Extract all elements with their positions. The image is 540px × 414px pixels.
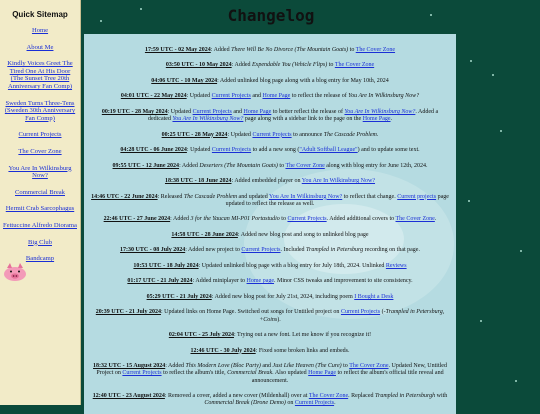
- entry-text: . Minor CSS tweaks and improvement to site consistency.: [274, 278, 413, 285]
- entry-link[interactable]: Current Projects: [192, 108, 232, 115]
- entry-link[interactable]: The Cover Zone: [308, 393, 349, 400]
- entry-timestamp: 22:46 UTC - 27 June 2024: [103, 216, 171, 223]
- entry-timestamp: 04:06 UTC - 10 May 2024: [151, 77, 218, 84]
- entry-timestamp: 14:58 UTC - 28 June 2024: [171, 231, 238, 238]
- entry-text: to reflect the album's official title reveal and announcement.: [251, 370, 444, 384]
- entry-title-italic: You Are In Wilkinsburg Now?: [348, 93, 420, 100]
- entry-title-italic: 3 for the Yaucan MI-P01 Portastudio: [190, 216, 280, 223]
- entry-text: : Added new project to: [185, 247, 242, 254]
- entry-link[interactable]: The Cover Zone: [285, 162, 325, 169]
- sidebar-link-fettuccine-alfredo-diorama[interactable]: Fettuccine Alfredo Diorama: [3, 221, 77, 229]
- changelog-entry: [90, 294, 450, 301]
- entry-timestamp: 18:38 UTC - 18 June 2024: [164, 178, 232, 185]
- entry-timestamp: 01:17 UTC - 21 July 2024: [127, 278, 193, 285]
- entry-text: to better reflect the release of: [271, 108, 345, 115]
- entry-text: and: [260, 363, 273, 370]
- entry-title-italic: The Cascade Problem: [183, 193, 238, 200]
- changelog-entry: [90, 309, 450, 324]
- changelog-entry: [90, 109, 450, 124]
- entry-text: to: [341, 363, 350, 370]
- entry-timestamp: 18:32 UTC - 15 August 2024: [93, 363, 166, 370]
- entry-link[interactable]: Current Projects: [211, 93, 251, 100]
- sidebar-link-bandcamp[interactable]: Bandcamp: [25, 255, 55, 263]
- entry-text: : Added: [165, 363, 186, 370]
- page-title: Changelog: [227, 6, 315, 25]
- entry-link[interactable]: Current Projects: [340, 309, 381, 316]
- entry-link[interactable]: You Are In Wilkinsburg Now?: [344, 108, 416, 115]
- entry-text: and: [231, 108, 244, 115]
- sidebar-link-cover-zone[interactable]: The Cover Zone: [18, 147, 62, 155]
- entry-timestamp: 09:55 UTC - 12 June 2024: [112, 162, 180, 169]
- entry-timestamp: 00:25 UTC - 28 May 2024: [161, 131, 228, 138]
- entry-text: page updated to reflect the release as well.: [225, 193, 449, 207]
- entry-timestamp: 10:53 UTC - 18 July 2024: [133, 262, 199, 269]
- entry-text: to reflect that change.: [342, 193, 398, 200]
- entry-title-italic: Trampled in Petersburgh: [374, 393, 436, 400]
- entry-link[interactable]: Home Page: [243, 108, 272, 115]
- entry-link[interactable]: You Are In Wilkinsburg Now?: [172, 116, 244, 123]
- entry-text: : Updated unlinked blog page with a blog entry for July 18th, 2024. Unlinked: [198, 262, 386, 269]
- entry-text: : Added unlinked blog page along with a blog entry for May 10th, 2024: [217, 77, 389, 84]
- quick-sitemap-sidebar: [0, 0, 81, 405]
- entry-title-italic: Commercial Break (Drone Demo): [204, 400, 286, 407]
- entry-text: to: [348, 47, 356, 53]
- entry-link[interactable]: Current projects: [397, 193, 437, 200]
- entry-title-italic: Trampled in Petersburg: [306, 247, 364, 254]
- entry-text: to: [279, 216, 288, 223]
- sidebar-link-wilkinsburg[interactable]: You Are In Wilkinsburg Now?: [8, 164, 72, 180]
- changelog-entry: [90, 194, 450, 209]
- changelog-entry: [90, 348, 450, 355]
- entry-title-italic: Deserters (The Mountain Goats): [199, 162, 278, 169]
- entry-timestamp: 03:50 UTC - 10 May 2024: [165, 62, 232, 69]
- entry-text: : Released: [157, 193, 184, 200]
- entry-link[interactable]: Current Projects: [211, 147, 252, 154]
- entry-text: and: [250, 93, 263, 100]
- entry-text: : Added: [170, 216, 191, 223]
- entry-text: .: [334, 400, 336, 407]
- entry-text: : Updated links on Home Page. Switched out songs for Untitled project on: [160, 309, 341, 316]
- entry-link[interactable]: Home Page: [308, 370, 336, 377]
- entry-text: . Added additional covers to: [326, 216, 396, 223]
- entry-timestamp: 05:29 UTC - 21 July 2024: [146, 293, 212, 300]
- changelog-entry: [90, 247, 450, 254]
- entry-link[interactable]: You Are In Wilkinsburg Now?: [301, 178, 376, 185]
- changelog-entry: [90, 216, 450, 223]
- changelog-entry: [90, 62, 450, 69]
- entry-link[interactable]: The Cover Zone: [395, 216, 435, 223]
- entry-timestamp: 04:28 UTC - 06 June 2024: [120, 147, 187, 154]
- entry-link[interactable]: The Cover Zone: [334, 62, 375, 69]
- entry-link[interactable]: Home Page: [362, 116, 391, 123]
- entry-link[interactable]: Current Projects: [287, 216, 327, 223]
- changelog-entry: [90, 78, 450, 85]
- entry-timestamp: 17:30 UTC - 08 July 2024: [120, 247, 186, 254]
- entry-timestamp: 14:46 UTC - 22 June 2024: [91, 193, 158, 200]
- changelog-entry: [90, 278, 450, 285]
- entry-text: . Replaced: [348, 393, 375, 400]
- sidebar-link-big-club[interactable]: Big Club: [28, 238, 52, 246]
- entry-title-italic: This Modern Love (Bloc Party): [185, 363, 261, 370]
- entry-text: : Updated: [167, 108, 193, 115]
- entry-text: . Included: [280, 247, 307, 254]
- changelog-entry: [90, 363, 450, 385]
- entry-text: : Updated: [186, 147, 212, 154]
- entry-link[interactable]: Home Page: [262, 93, 291, 100]
- entry-text: page along with a sidebar link to the page on the: [243, 116, 363, 123]
- changelog-entry: [90, 232, 450, 239]
- changelog-entry: [90, 47, 450, 54]
- entry-link[interactable]: Current Projects: [122, 370, 162, 377]
- entry-link[interactable]: I Bought a Desk: [354, 293, 394, 300]
- changelog-entry: [90, 163, 450, 170]
- entry-text: : Added: [179, 162, 200, 169]
- entry-text: to: [277, 162, 286, 169]
- entry-title-italic: Just Like Heaven (The Cure): [272, 363, 342, 370]
- entry-text: ).: [277, 316, 281, 323]
- entry-link[interactable]: Current Projects: [294, 400, 335, 407]
- entry-link[interactable]: You Are In Wilkinsburg Now?: [268, 193, 343, 200]
- changelog-entry: [90, 263, 450, 270]
- entry-link[interactable]: Current Projects: [241, 247, 281, 254]
- changelog-entries: [90, 47, 450, 408]
- entry-text: (: [380, 309, 384, 316]
- entry-text: to reflect the album's title,: [161, 370, 228, 377]
- entry-text: ) and to update some text.: [357, 147, 420, 154]
- sidebar-link-home[interactable]: Home: [31, 27, 49, 34]
- sidebar-title: Quick Sitemap: [12, 10, 68, 19]
- sidebar-link-current-projects[interactable]: Current Projects: [18, 131, 62, 139]
- changelog-entry: [90, 93, 450, 100]
- entry-text: to reflect the release of: [290, 93, 349, 100]
- changelog-entry: [90, 332, 450, 339]
- entry-text: : Added new blog post and song to unlinked blog page: [237, 231, 369, 238]
- entry-text: to announce: [291, 131, 324, 138]
- entry-title-italic: The Cascade Problem: [323, 131, 377, 138]
- entry-text: : Updated: [186, 93, 212, 100]
- entry-text: . Added a dedicated: [147, 108, 439, 123]
- entry-text: : Updated: [227, 131, 253, 138]
- changelog-panel: [84, 34, 456, 414]
- changelog-entry: [90, 178, 450, 185]
- entry-timestamp: 12:46 UTC - 30 July 2024: [190, 347, 256, 354]
- entry-text: . Updated New, Untitled Project on: [96, 363, 447, 377]
- entry-text: recording on that page.: [363, 247, 420, 254]
- entry-title-italic: Commercial Break: [227, 370, 273, 377]
- entry-text: .: [390, 116, 393, 123]
- entry-text: . Also updated: [272, 370, 309, 377]
- entry-title-italic: Expendable You (Vehicle Flips): [252, 62, 328, 69]
- entry-text: along with blog entry for June 12th, 2024.: [324, 162, 428, 169]
- entry-text: : Added new blog post for July 21st, 2024, including poem: [211, 293, 355, 300]
- entry-text: : Fixed some broken links and embeds.: [255, 347, 350, 354]
- entry-text: to: [327, 62, 335, 69]
- sidebar-link-hermit-crab-sarcophagus[interactable]: Hermit Crab Sarcophagus: [5, 205, 75, 213]
- entry-timestamp: 12:40 UTC - 23 August 2024: [92, 393, 165, 400]
- entry-text: : Added embedded player on: [231, 178, 302, 185]
- entry-link[interactable]: Home page: [246, 278, 275, 285]
- entry-title-italic: There Will Be No Divorce (The Mountain Goats): [231, 47, 349, 53]
- entry-link[interactable]: Current Projects: [252, 131, 292, 138]
- changelog-entry: [90, 132, 450, 139]
- entry-link[interactable]: The Cover Zone: [355, 47, 396, 53]
- entry-link[interactable]: Reviews: [385, 262, 407, 269]
- sidebar-link-sweden-turns-three-tens[interactable]: Sweden Turns Three-Tens (Sweden 30th Anniversary Fan Comp): [4, 99, 76, 122]
- entry-timestamp: 04:01 UTC - 22 May 2024: [120, 93, 187, 100]
- entry-text: .: [376, 131, 379, 138]
- entry-text: .: [434, 216, 437, 223]
- entry-timestamp: 00:19 UTC - 28 May 2024: [101, 108, 168, 115]
- changelog-entry: [90, 393, 450, 408]
- entry-text: : Removed a cover, added a new cover (Mildenhall) over at: [164, 393, 309, 400]
- pig-icon: [2, 262, 28, 287]
- entry-timestamp: 20:39 UTC - 21 July 2024: [95, 309, 161, 316]
- entry-text: : Added miniplayer to: [192, 278, 247, 285]
- entry-timestamp: 02:04 UTC - 25 July 2024: [168, 332, 234, 339]
- entry-text: : Added: [231, 62, 252, 69]
- entry-text: : Trying out a new font. Let me know if you recognize it!: [234, 332, 372, 339]
- sidebar-link-about-me[interactable]: About Me: [26, 43, 54, 51]
- changelog-entry: [90, 147, 450, 154]
- entry-text: : Added: [210, 47, 232, 53]
- sidebar-link-kindly-voices[interactable]: Kindly Voices Greet The Tired One At His Door (The Sunset Tree 20th Anniversary Fan Comp): [7, 60, 73, 90]
- entry-title-italic: -Trampled in Petersburg, +Coins: [259, 309, 445, 323]
- entry-text: with: [435, 393, 448, 400]
- entry-timestamp: 17:59 UTC - 02 May 2024: [144, 47, 211, 53]
- entry-link[interactable]: "Adult Softball League": [299, 147, 358, 154]
- entry-text: on: [285, 400, 295, 407]
- entry-text: to add a new song (: [251, 147, 300, 154]
- entry-link[interactable]: The Cover Zone: [349, 363, 389, 370]
- sidebar-link-commercial-break[interactable]: Commercial Break: [15, 188, 65, 196]
- entry-text: and updated: [237, 193, 269, 200]
